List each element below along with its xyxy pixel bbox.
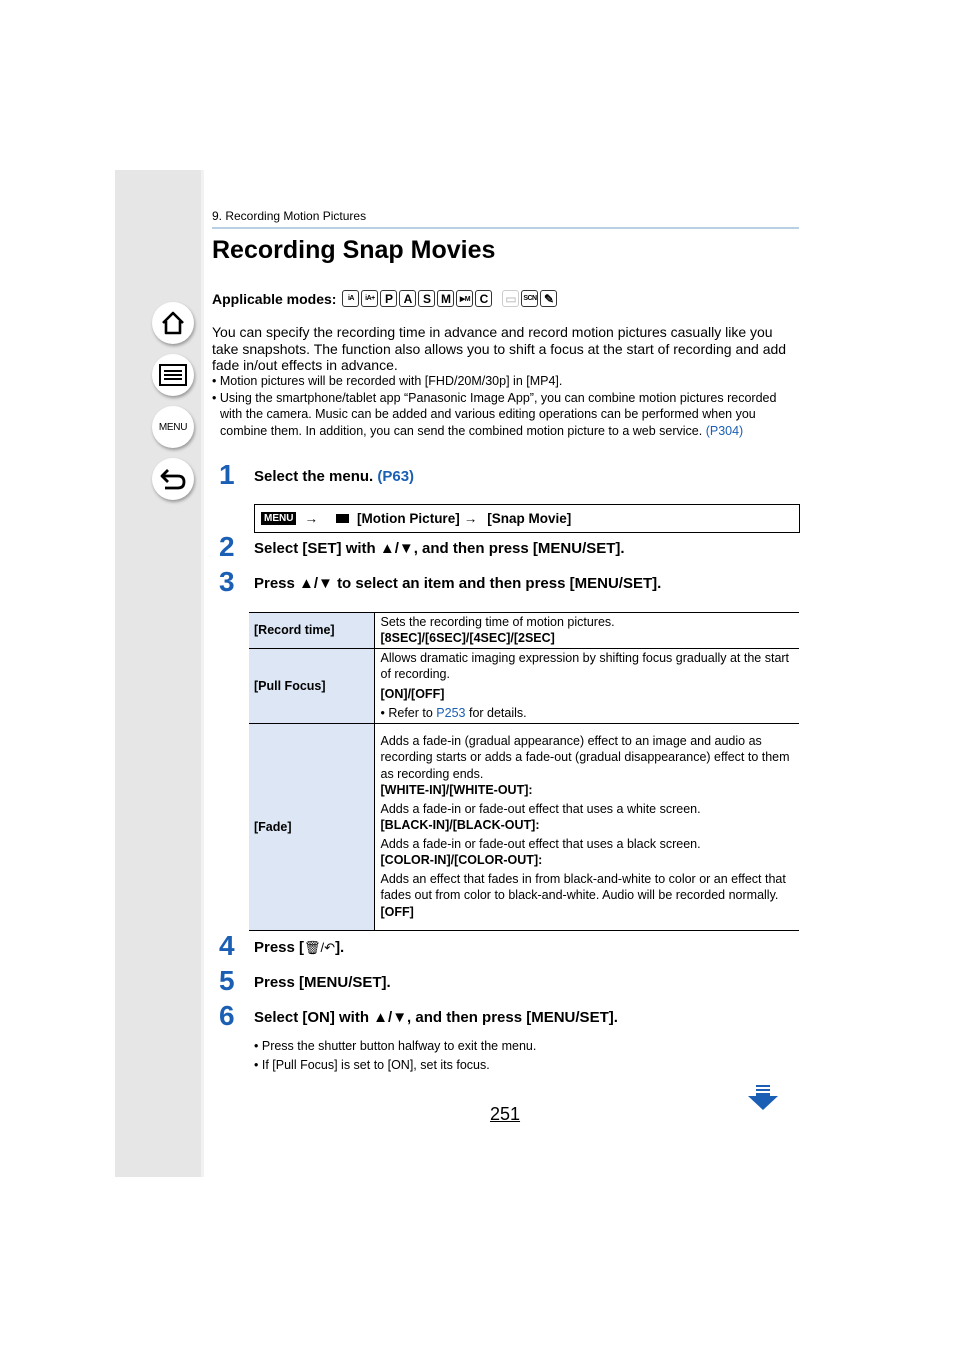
step-6-text: Select [ON] with ▲/▼, and then press [MENU/SET]. <box>254 1009 618 1026</box>
step-2-text: Select [SET] with ▲/▼, and then press [MENU/SET]. <box>254 540 625 557</box>
modes-label: Applicable modes: <box>212 290 337 307</box>
p304-link[interactable]: (P304) <box>705 423 744 438</box>
note-item: • If [Pull Focus] is set to [ON], set its focus. <box>254 1057 490 1072</box>
mode-m-icon: M <box>437 290 454 307</box>
intro-text: You can specify the recording time in advance and record motion pictures casually like you take snapshots. The function also allows you to shift a focus at the start of recording and add fade in/out effects in advance. <box>212 324 787 373</box>
step-3-text: Press ▲/▼ to select an item and then press [MENU/SET]. <box>254 575 662 592</box>
table-row <box>249 613 799 649</box>
contents-button[interactable] <box>152 354 194 396</box>
home-icon <box>160 310 186 336</box>
page-number: 251 <box>490 1104 521 1124</box>
fade-value: Adds a fade-in (gradual appearance) effect to an image and audio as recording starts or adds a fade-out (gradual disappearance) effect to them as recording ends. [WHITE-IN]/[WHITE-OUT]: Adds a fade-in or fade-out effect that uses a white screen. [BLACK-IN]/[BLACK-OUT]: Adds a fade-in or fade-out effect that uses a black screen. [COLOR-IN]/[COLOR-OUT]: Adds an effect that fades in from black-and-white to color or an effect that fades out from color to black-and-white. Audio will be recorded normally. [OFF] <box>374 724 799 931</box>
breadcrumb: 9. Recording Motion Pictures <box>212 209 367 223</box>
mode-scn-icon: SCN <box>521 290 538 307</box>
next-page-arrow-icon[interactable] <box>747 1085 779 1111</box>
pull-focus-key: [Pull Focus] <box>249 649 374 724</box>
menu-label: MENU <box>158 421 188 433</box>
step-1-text: Select the menu. (P63) <box>254 468 415 485</box>
mode-c-icon: C <box>475 290 492 307</box>
menu-badge: MENU <box>261 512 296 525</box>
home-button[interactable] <box>152 302 194 344</box>
menu-button[interactable] <box>152 406 194 448</box>
record-time-value: Sets the recording time of motion pictures. [8SEC]/[6SEC]/[4SEC]/[2SEC] <box>374 613 799 649</box>
intro-notes <box>212 373 802 439</box>
step-4-text: Press [🗑/↶]. <box>254 939 345 956</box>
note-item: • Motion pictures will be recorded with [FHD/20M/30p] in [MP4]. <box>212 374 563 388</box>
mode-movie-m-icon: ▶M <box>456 290 473 307</box>
mode-ia-icon: iA <box>342 290 359 307</box>
record-time-key: [Record time] <box>249 613 374 649</box>
applicable-modes <box>212 290 559 307</box>
mode-creative-icon: ✎ <box>540 290 557 307</box>
page-title: Recording Snap Movies <box>212 236 496 264</box>
menu-item-motion-picture: [Motion Picture] <box>356 511 460 526</box>
list-icon <box>159 364 187 386</box>
mode-panorama-icon: ▭ <box>502 290 519 307</box>
motion-picture-icon <box>336 514 349 523</box>
arrow: → <box>304 511 318 526</box>
mode-s-icon: S <box>418 290 435 307</box>
mode-p-icon: P <box>380 290 397 307</box>
table-row <box>249 649 799 724</box>
step-2-number: 2 <box>219 531 235 562</box>
pull-focus-value: Allows dramatic imaging expression by shifting focus gradually at the start of recording. [ON]/[OFF] • Refer to P253 for details. <box>374 649 799 724</box>
delete-cancel-icon: 🗑/↶ <box>304 940 336 955</box>
note-item: • Using the smartphone/tablet app “Panasonic Image App”, you can combine motion pictures recorded with the camera. Music can be added and various editing operations can be performed when you combine them. In addition, you can send the combined motion picture to a web service. (P304) <box>212 390 777 438</box>
p63-link[interactable]: (P63) <box>377 468 415 485</box>
arrow: → <box>463 511 478 526</box>
final-notes <box>254 1038 794 1073</box>
header-rule <box>212 227 799 229</box>
menu-item-snap-movie: [Snap Movie] <box>487 511 572 526</box>
step-5-text: Press [MENU/SET]. <box>254 974 391 991</box>
fade-key: [Fade] <box>249 724 374 931</box>
step-5-number: 5 <box>219 965 235 996</box>
table-row <box>249 724 799 931</box>
menu-path-box <box>254 504 800 533</box>
step-4-number: 4 <box>219 930 235 961</box>
back-button[interactable] <box>152 458 194 500</box>
step-3-number: 3 <box>219 566 235 597</box>
step-6-number: 6 <box>219 1000 235 1031</box>
mode-ia-plus-icon: iA+ <box>361 290 378 307</box>
note-item: • Press the shutter button halfway to exit the menu. <box>254 1039 537 1053</box>
back-arrow-icon <box>159 467 187 491</box>
mode-a-icon: A <box>399 290 416 307</box>
step-1-number: 1 <box>219 459 235 490</box>
options-table <box>249 612 799 931</box>
p253-link[interactable]: P253 <box>436 706 466 720</box>
